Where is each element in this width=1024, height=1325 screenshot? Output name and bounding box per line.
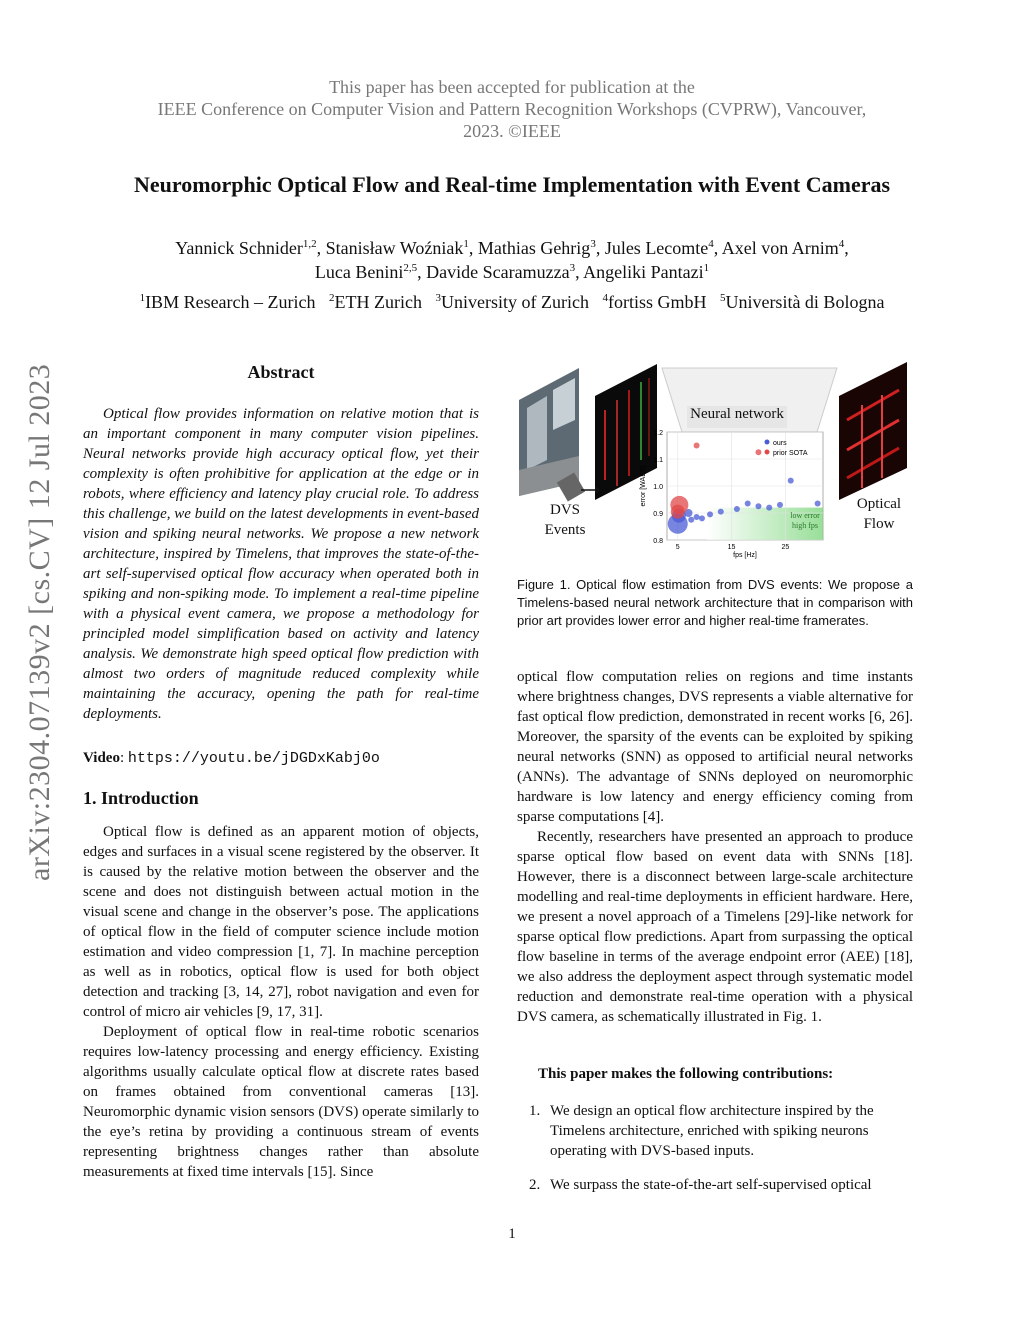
contribution-text: We design an optical flow architecture inspired by the Timelens architecture, enriched with spiking neurons operating with DVS-based inputs. (550, 1103, 874, 1159)
data-point-ours (766, 505, 772, 511)
right-paragraph: optical flow computation relies on regions and time instants where brightness changes, DVS represents a viable alternative for fast optical flow prediction, demonstrated in recent works [6, 26]. Moreover, the sparsity of the events can be exploited by spiking neural networks (SNN) as opposed to artificial neural networks (ANNs). The advantage of SNNs deployed on neuromorphic hardware is low latency and energy efficiency coming from sparse computations [4]. (517, 669, 913, 825)
annotation-label: low error (790, 511, 820, 520)
affiliation: $^4$fortiss GmbH (602, 292, 707, 312)
legend-label: prior SOTA (773, 450, 808, 457)
right-paragraph: Recently, researchers have presented an approach to produce sparse optical flow based on event data with SNNs [18]. However, there is a disconnect between large-scale architecture modelling and real-time deployments in efficient hardware. Here, we present a novel approach of a Timelens [29]-like network for sparse optical flow predictions. Apart from surpassing the optical flow baseline in terms of the average endpoint error (AEE) [18], we also address the deployment aspect through systematic model reduction and demonstrate real-time operation with a physical DVS camera, as schematically illustrated in Fig. 1. (517, 829, 913, 1025)
data-point-ours (755, 503, 761, 509)
figure-1 (517, 360, 913, 570)
notice-line-2: IEEE Conference on Computer Vision and Pattern Recognition Workshops (CVPRW), Vancouver, (157, 99, 867, 119)
author-list: Yannick Schnider$^{1,2}$, Stanisław Woźniak$^1$, Mathias Gehrig$^3$, Jules Lecomte$^4$, Axel von Arnim$^4$, Luca Benini$^{2,5}$, Davide Scaramuzza$^3$, Angeliki Pantazi$^1$ (175, 238, 849, 282)
y-tick-label: 0.9 (653, 511, 663, 518)
y-tick-label: 1.1 (653, 457, 663, 464)
data-point-ours (734, 506, 740, 512)
data-point-ours (688, 517, 694, 523)
nn-label: Neural network (690, 406, 784, 422)
affiliation-list (0, 292, 1024, 313)
author: Axel von Arnim$^4$ (721, 238, 845, 258)
affiliation: $^1$IBM Research – Zurich (139, 292, 316, 312)
intro-paragraph: Optical flow is defined as an apparent motion of objects, edges and surfaces in a visual scene registered by the observer. It is caused by the relative motion between the observer and the scene and does not distinguish between actual motion in the visual scene and change in the observer’s pose. The applications of optical flow in the field of computer science include motion estimation and video compression [1, 7]. In machine perception as well as in robotics, optical flow is used for both object detection and tracking [3, 14, 27], robot navigation and even for control of micro air vehicles [9, 17, 31]. (83, 824, 479, 1020)
publication-notice (0, 76, 1024, 142)
x-tick-label: 5 (675, 544, 680, 551)
author: Luca Benini$^{2,5}$ (314, 262, 418, 282)
author: Stanisław Woźniak$^1$ (325, 238, 469, 258)
right-body (517, 667, 913, 1027)
contribution-text: We surpass the state-of-the-art self-supervised optical (550, 1177, 872, 1193)
contributions-heading: This paper makes the following contributions: (538, 1066, 834, 1082)
contribution-number: 2. (529, 1177, 541, 1193)
arxiv-identifier[interactable]: arXiv:2304.07139v2 [cs.CV] 12 Jul 2023 (23, 363, 56, 881)
flow-label: Optical Flow (856, 496, 902, 532)
scatter-chart (640, 430, 823, 559)
y-tick-label: 1.2 (653, 430, 663, 437)
data-point-ours (777, 502, 783, 508)
legend-marker (765, 440, 770, 445)
video-line: Video: https://youtu.be/jDGDxKabj0o (83, 750, 380, 767)
intro-body (83, 822, 479, 1182)
x-tick-label: 15 (727, 544, 736, 551)
author: Mathias Gehrig$^3$ (477, 238, 596, 258)
intro-paragraph: Deployment of optical flow in real-time robotic scenarios requires low-latency processing and energy efficiency. Existing algorithms usually calculate optical flow at discrete rates based on frames obtained from conventional cameras [13]. Neuromorphic dynamic vision sensors (DVS) operate similarly to the eye’s retina by providing a continuous stream of events representing brightness changes rather than absolute measurements at fixed time intervals [15]. Since (83, 1024, 479, 1180)
data-point-ours (815, 501, 821, 507)
annotation-label: high fps (792, 521, 818, 530)
page-number: 1 (508, 1226, 516, 1242)
affiliation: $^3$University of Zurich (435, 292, 589, 312)
figure-caption: Figure 1. Optical flow estimation from DVS events: We propose a Timelens-based neural network architecture that in comparison with prior art provides lower error and higher real-time framerates. (517, 577, 913, 628)
data-point-ours (788, 478, 794, 484)
data-point-ours (699, 515, 705, 521)
author: Yannick Schnider$^{1,2}$ (175, 238, 317, 258)
data-point-ours (694, 514, 700, 520)
notice-line-3: 2023. ©IEEE (463, 121, 561, 141)
paper-title: Neuromorphic Optical Flow and Real-time Implementation with Event Cameras (133, 172, 891, 197)
data-point-ours (745, 501, 751, 507)
data-point-prior-sota (755, 449, 761, 455)
notice-line-1: This paper has been accepted for publication at the (329, 77, 695, 97)
affiliation: $^2$ETH Zurich (329, 292, 422, 312)
author: Davide Scaramuzza$^3$ (426, 262, 576, 282)
dvs-label: DVS Events (544, 502, 586, 538)
abstract-heading: Abstract (247, 362, 315, 382)
y-tick-label: 0.8 (653, 538, 663, 545)
author: Angeliki Pantazi$^1$ (583, 262, 710, 282)
events-panel (595, 364, 657, 500)
contribution-item (529, 1101, 924, 1163)
video-link[interactable]: https://youtu.be/jDGDxKabj0o (127, 750, 380, 767)
y-axis-label: error [WAEE] (640, 465, 647, 507)
x-tick-label: 25 (781, 544, 790, 551)
data-point-prior-sota (671, 505, 685, 519)
legend-marker (765, 450, 770, 455)
contribution-number: 1. (529, 1103, 541, 1119)
author: Jules Lecomte$^4$ (604, 238, 714, 258)
data-point-prior-sota (694, 443, 700, 449)
x-axis-label: fps [Hz] (733, 552, 757, 559)
y-tick-label: 1.0 (653, 484, 663, 491)
flow-panel (839, 362, 907, 500)
data-point-ours (707, 511, 713, 517)
intro-heading: 1. Introduction (83, 788, 199, 808)
legend-label: ours (773, 440, 787, 447)
data-point-ours (718, 509, 724, 515)
contribution-item (529, 1175, 924, 1197)
video-label: Video (83, 750, 120, 766)
affiliation: $^5$Università di Bologna (719, 292, 885, 312)
abstract-text: Optical flow provides information on relative motion that is an important component in many computer vision pipelines. Neural networks provide high accuracy optical flow, yet their complexity is often prohibitive for application at the edge or in robots, where efficiency and latency play crucial role. To address this challenge, we build on the latest developments in event-based vision and spiking neural networks. We propose a new network architecture, inspired by Timelens, that improves the state-of-the-art self-supervised optical flow accuracy when operated both in spiking and non-spiking mode. To implement a real-time pipeline with a physical event camera, we propose a methodology for principled model simplification based on activity and latency analysis. We demonstrate high speed optical flow prediction with almost two orders of magnitude reduced complexity while maintaining the accuracy, opening the path for real-time deployments. (83, 406, 479, 722)
